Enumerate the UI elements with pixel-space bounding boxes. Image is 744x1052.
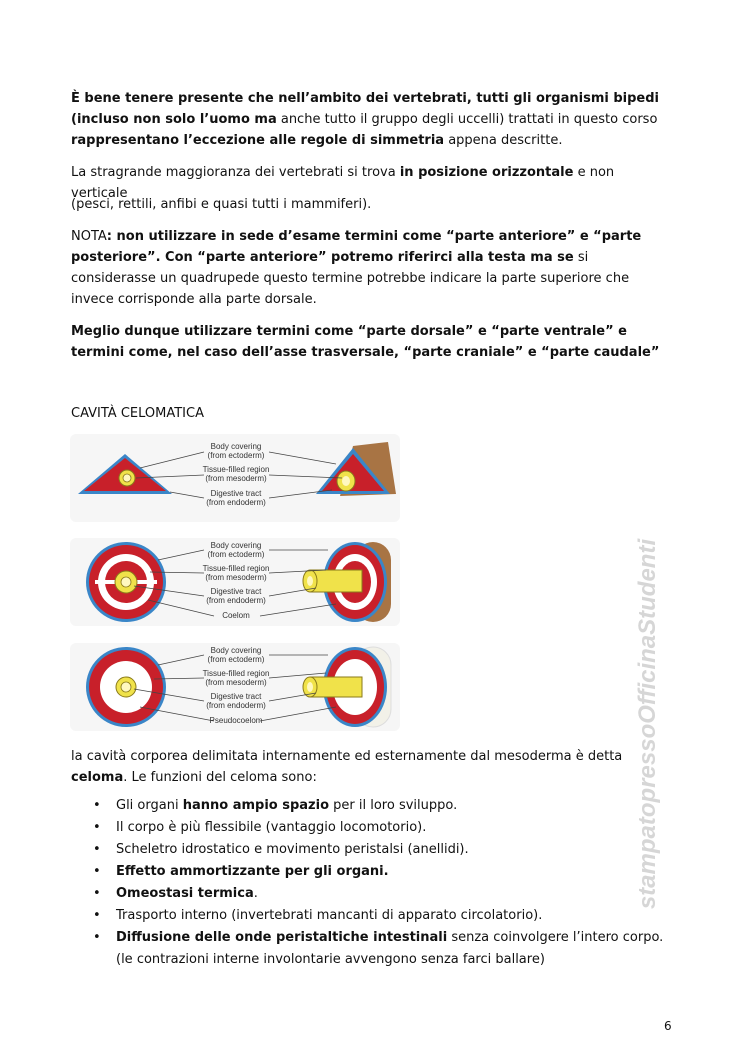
panel3-label-digestive: Digestive tract bbox=[210, 692, 262, 701]
panel3-label-body: Body covering bbox=[210, 646, 262, 655]
panel1-label-mesoderm: (from mesoderm) bbox=[205, 474, 267, 483]
panel1-label-endoderm: (from endoderm) bbox=[206, 498, 266, 507]
panel3-label-pseudocoelom: Pseudocoelom bbox=[209, 716, 263, 725]
panel3-label-mesoderm: (from mesoderm) bbox=[205, 678, 267, 687]
note-label: NOTA bbox=[71, 229, 107, 244]
panel1-label-body: Body covering bbox=[210, 442, 262, 451]
note-paragraph bbox=[71, 226, 671, 310]
list-item: • Diffusione delle onde peristaltiche intestinali senza coinvolgere l’intero corpo. (le contrazioni interne involontarie avvengono senza farci ballare) bbox=[93, 927, 673, 971]
coelomate-illustration bbox=[70, 538, 400, 626]
panel2-label-mesoderm: (from mesoderm) bbox=[205, 573, 267, 582]
panel1-label-ectoderm: (from ectoderm) bbox=[207, 451, 265, 460]
watermark-text: stampatopressoOfficinaStudenti bbox=[634, 538, 661, 910]
note-bold: : non utilizzare in sede d’esame termini come “parte anteriore” e “parte posteriore”. Con “parte anteriore” potremo riferirci alla testa ma se bbox=[71, 229, 642, 265]
figure-panel-pseudocoelomate bbox=[70, 643, 400, 731]
panel2-label-body: Body covering bbox=[210, 541, 262, 550]
panel3-label-ectoderm: (from ectoderm) bbox=[207, 655, 265, 664]
intro-text-2: appena descritte. bbox=[444, 133, 563, 148]
list-item: • Trasporto interno (invertebrati mancanti di apparato circolatorio). bbox=[93, 905, 673, 927]
list-item: • Effetto ammortizzante per gli organi. bbox=[93, 861, 673, 883]
terms-bold: Meglio dunque utilizzare termini come “parte dorsale” e “parte ventrale” e termini come, nel caso dell’asse trasversale, “parte craniale” e “parte caudale” bbox=[71, 324, 660, 360]
horizontal-text-1: La stragrande maggioranza dei vertebrati si trova bbox=[71, 165, 400, 180]
panel2-label-digestive: Digestive tract bbox=[210, 587, 262, 596]
list-item: • Scheletro idrostatico e movimento peristalsi (anellidi). bbox=[93, 839, 673, 861]
panel1-label-tissue: Tissue-filled region bbox=[202, 465, 270, 474]
functions-list bbox=[93, 795, 673, 971]
intro-bold-1: È bene tenere presente che nell’ambito dei vertebrati, tutti gli organismi bipedi (incluso non solo l’uomo ma bbox=[71, 91, 659, 127]
coelom-bold: celoma bbox=[71, 770, 124, 785]
horizontal-bold: in posizione orizzontale bbox=[399, 165, 574, 180]
terms-paragraph bbox=[71, 321, 671, 363]
horizontal-text-2: e non verticale bbox=[71, 165, 615, 201]
pseudocoelomate-illustration bbox=[70, 643, 400, 731]
page-number: 6 bbox=[664, 1019, 672, 1033]
note-text: si considerasse un quadrupede questo termine potrebbe indicare la parte superiore che invece corrisponde alla parte dorsale. bbox=[71, 250, 630, 307]
acoelomate-illustration bbox=[70, 434, 400, 522]
intro-text-1: anche tutto il gruppo degli uccelli) trattati in questo corso bbox=[276, 112, 658, 127]
intro-bold-2: rappresentano l’eccezione alle regole di simmetria bbox=[71, 133, 445, 148]
figure-panel-coelomate bbox=[70, 538, 400, 626]
section-heading: CAVITÀ CELOMATICA bbox=[71, 406, 204, 421]
panel3-label-tissue: Tissue-filled region bbox=[202, 669, 270, 678]
figure-panel-acoelomate bbox=[70, 434, 400, 522]
coelom-text-2: . Le funzioni del celoma sono: bbox=[123, 770, 317, 785]
list-item: • Il corpo è più flessibile (vantaggio locomotorio). bbox=[93, 817, 673, 839]
panel2-label-endoderm: (from endoderm) bbox=[206, 596, 266, 605]
list-item: • Gli organi hanno ampio spazio per il loro sviluppo. bbox=[93, 795, 673, 817]
list-item: • Omeostasi termica. bbox=[93, 883, 673, 905]
examples-paragraph: (pesci, rettili, anfibi e quasi tutti i mammiferi). bbox=[71, 197, 372, 212]
panel2-label-ectoderm: (from ectoderm) bbox=[207, 550, 265, 559]
coelom-paragraph bbox=[71, 746, 631, 788]
intro-paragraph bbox=[71, 88, 671, 151]
panel1-label-digestive: Digestive tract bbox=[210, 489, 262, 498]
list-item-note: (le contrazioni interne involontarie avvengono senza farci ballare) bbox=[116, 952, 545, 967]
panel3-label-endoderm: (from endoderm) bbox=[206, 701, 266, 710]
panel2-label-tissue: Tissue-filled region bbox=[202, 564, 270, 573]
coelom-text-1: la cavità corporea delimitata internamente ed esternamente dal mesoderma è detta bbox=[71, 749, 623, 764]
panel2-label-coelom: Coelom bbox=[222, 611, 250, 620]
